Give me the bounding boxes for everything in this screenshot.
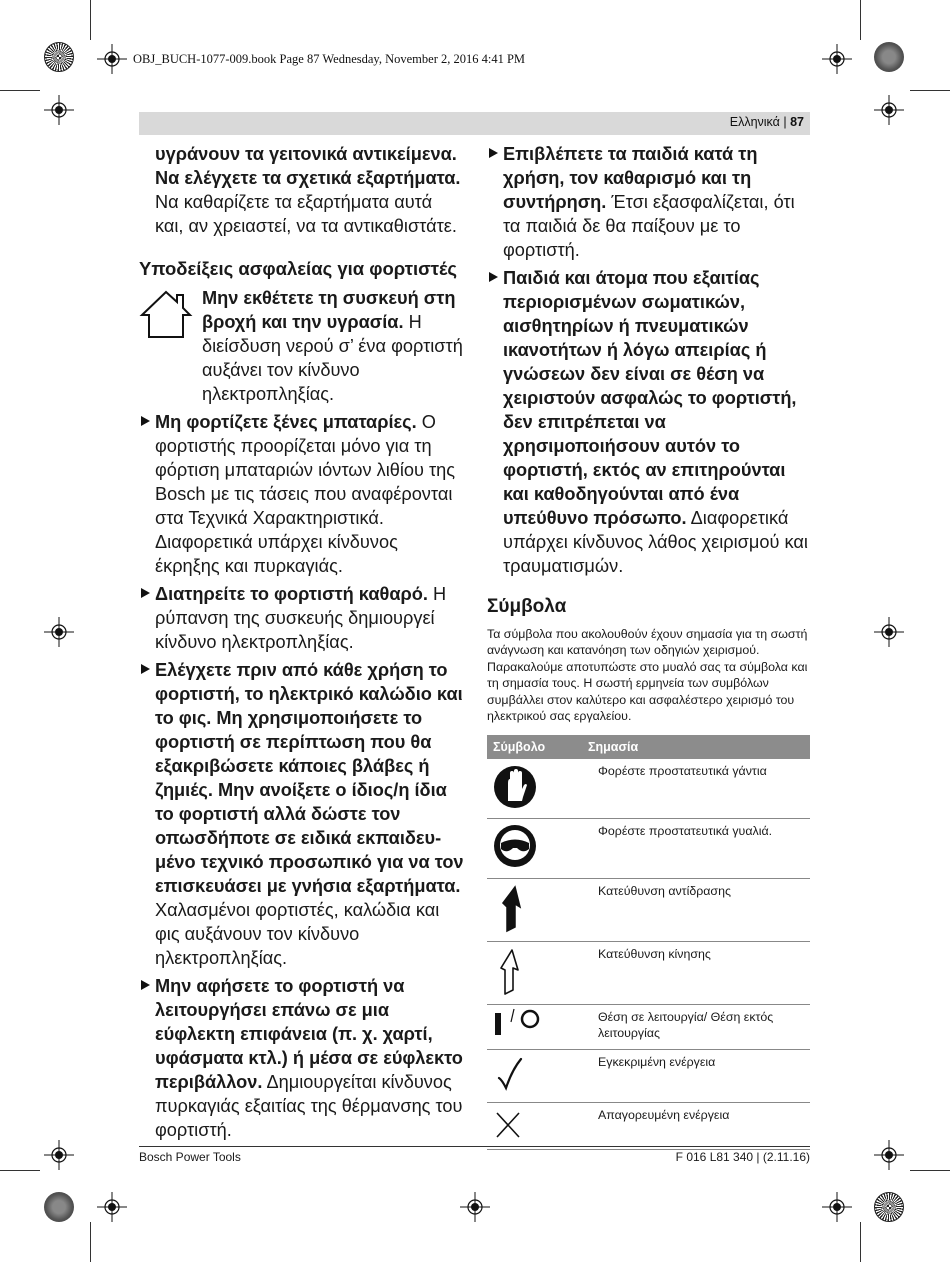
safety-goggles-icon [487, 819, 582, 874]
bullet-bold: Παιδιά και άτομα που εξαιτίας περιορισμένων σωματικών, αισθητηρίων ή πνευματικών ικανοτήτων ή λόγω απειρίας ή γνώσεων δεν είναι σε θέση να χειριστούν ασφαλώς το φορτιστή, δεν επιτρέπεται να χρησιμοποιήσουν αυτόν το φορτιστή, εκτός αν επιτηρούνται και καθοδηγούνται από ένα υπεύθυνο πρόσωπο. [503, 268, 797, 528]
footer-rule [139, 1146, 810, 1147]
meaning-cell: Κατεύθυνση κίνησης [582, 942, 810, 1005]
crosshair-icon [460, 1192, 490, 1222]
footer-right: F 016 L81 340 | (2.11.16) [675, 1150, 810, 1164]
movement-arrow-icon [487, 942, 582, 1000]
bullet-bold: Μη φορτίζετε ξένες μπαταρίες. [155, 412, 417, 432]
meaning-cell: Κατεύθυνση αντίδρασης [582, 879, 810, 942]
bullet-keep-clean [139, 582, 465, 654]
bullet-arrow-icon [141, 664, 150, 674]
bullet-text: Χαλασμένοι φορτιστές, καλώδια και φις αυξάνουν τον κίνδυνο ηλεκτροπληξίας. [155, 900, 440, 968]
crosshair-icon [822, 1192, 852, 1222]
bullet-flammable-surface [139, 974, 465, 1142]
table-row [487, 1005, 810, 1050]
bullet-arrow-icon [141, 588, 150, 598]
meaning-cell: Εγκεκριμένη ενέργεια [582, 1050, 810, 1103]
meaning-cell: Θέση σε λειτουργία/ Θέση εκτός λειτουργίας [582, 1005, 810, 1050]
color-rosette-icon [874, 1192, 904, 1222]
bullet-supervise-children [487, 142, 810, 262]
house-warning-body: Η διείσδυση νερού σ’ ένα φορτιστή αυξάνει τον κίνδυνο ηλεκτροπληξίας. [202, 312, 463, 404]
bullet-arrow-icon [489, 148, 498, 158]
intro-text: Να καθαρίζετε τα εξαρτήματα αυτά και, αν χρειαστεί, να τα αντικαθιστάτε. [155, 192, 457, 236]
intro-bold: υγράνουν τα γειτονικά αντικείμενα. Να ελέγχετε τα σχετικά εξαρτήματα. [155, 144, 461, 188]
crosshair-icon [874, 617, 904, 647]
table-row [487, 819, 810, 879]
bullet-check-before-use [139, 658, 465, 970]
color-rosette-icon [44, 42, 74, 72]
crosshair-icon [874, 1140, 904, 1170]
section-title-charger-safety: Υποδείξεις ασφαλείας για φορτιστές [139, 258, 458, 279]
house-warning-bold: Μην εκθέτετε τη συσκευή στη βροχή και την υγρασία. [202, 288, 456, 332]
bullet-arrow-icon [141, 980, 150, 990]
bullet-text: Η ρύπανση της συσκευής δημιουργεί κίνδυνο ηλεκτροπληξίας. [155, 584, 447, 652]
meaning-cell: Φορέστε προστατευτικά γυαλιά. [582, 819, 810, 879]
gray-rosette-icon [874, 42, 904, 72]
bullet-bold: Ελέγχετε πριν από κάθε χρήση το φορτιστή, το ηλεκτρικό καλώδιο και το φις. Μη χρησιμοποιήσετε το φορτιστή σε περίπτωση που θα εξακριβώσετε κάποιες βλάβες ή ζημιές. Μην ανοίξετε ο ίδιος/η ίδια το φορτιστή αλλά δώστε τον οπωσδήποτε σε ειδικά εκπαιδευ-μένο τεχνικό προσωπικό για να τον επισκευάσει με γνήσια εξαρτήματα. [155, 660, 464, 896]
symbols-intro: Τα σύμβολα που ακολουθούν έχουν σημασία για τη σωστή ανάγνωση και κατανόηση των οδηγιών χειρισμού. Παρακαλούμε αποτυπώστε στο μυαλό σας τα σύμβολα και τη σημασία τους. Η σωστή ερμηνεία των συμβόλων συμβάλλει στον καλύτερο και ασφαλέστερο χειρισμό του ηλεκτρικού σας εργαλείου. [487, 627, 808, 724]
crosshair-icon [97, 1192, 127, 1222]
bullet-bold: Μην αφήσετε το φορτιστή να λειτουργήσει επάνω σε μια εύφλεκτη επιφάνεια (π. χ. χαρτί, υφάσματα κτλ.) ή μέσα σε εύφλεκτο περιβάλλον. [155, 976, 463, 1092]
column-header-meaning: Σημασία [582, 735, 810, 759]
crosshair-icon [44, 617, 74, 647]
crosshair-icon [874, 95, 904, 125]
footer-left: Bosch Power Tools [139, 1150, 241, 1164]
checkmark-icon [487, 1050, 582, 1098]
bullet-bold: Επιβλέπετε τα παιδιά κατά τη χρήση, τον καθαρισμό και τη συντήρηση. [503, 144, 758, 212]
house-icon [139, 288, 193, 340]
crosshair-icon [822, 44, 852, 74]
column-header-symbol: Σύμβολο [487, 735, 582, 759]
gray-rosette-icon [44, 1192, 74, 1222]
bullet-arrow-icon [489, 272, 498, 282]
bullet-foreign-batteries [139, 410, 465, 578]
bullet-text: Διαφορετικά υπάρχει κίνδυνος λάθος χειρισμού και τραυματισμών. [503, 508, 808, 576]
print-header: OBJ_BUCH-1077-009.book Page 87 Wednesday, November 2, 2016 4:41 PM [133, 52, 526, 66]
bullet-text: Δημιουργείται κίνδυνος πυρκαγιάς εξαιτίας της θέρμανσης του φορτιστή. [155, 1072, 463, 1140]
left-column [139, 142, 465, 1142]
running-header [730, 115, 804, 129]
bullet-restricted-persons [487, 266, 810, 578]
table-row [487, 1103, 810, 1150]
cross-icon [487, 1103, 582, 1145]
table-row [487, 879, 810, 942]
reaction-arrow-icon [487, 879, 582, 937]
intro-paragraph [139, 142, 465, 238]
right-column [487, 142, 810, 1150]
running-header-bar [139, 112, 810, 135]
on-off-icon [487, 1005, 582, 1045]
header-separator: | [783, 115, 787, 129]
bullet-text: Έτσι εξασφαλίζεται, ότι τα παιδιά δε θα παίξουν με το φορτιστή. [503, 192, 795, 260]
table-row [487, 1050, 810, 1103]
page-number: 87 [790, 115, 804, 129]
crosshair-icon [44, 95, 74, 125]
crosshair-icon [97, 44, 127, 74]
indoor-use-warning [139, 286, 465, 406]
meaning-cell: Φορέστε προστατευτικά γάντια [582, 759, 810, 819]
crosshair-icon [44, 1140, 74, 1170]
table-header-row [487, 735, 810, 759]
symbols-title: Σύμβολα [487, 596, 567, 617]
gloves-icon [487, 759, 582, 814]
symbols-table [487, 735, 810, 1150]
table-row [487, 759, 810, 819]
header-language: Ελληνικά [729, 115, 780, 129]
table-row [487, 942, 810, 1005]
bullet-text: Ο φορτιστής προορίζεται μόνο για τη φόρτιση μπαταριών ιόντων λιθίου της Bosch με τις τάσεις που αναφέρονται στα Τεχνικά Χαρακτηριστικά. Διαφορετικά υπάρχει κίνδυνος έκρηξης και πυρκαγιάς. [155, 412, 456, 576]
bullet-bold: Διατηρείτε το φορτιστή καθαρό. [155, 584, 428, 604]
meaning-cell: Απαγορευμένη ενέργεια [582, 1103, 810, 1150]
bullet-arrow-icon [141, 416, 150, 426]
